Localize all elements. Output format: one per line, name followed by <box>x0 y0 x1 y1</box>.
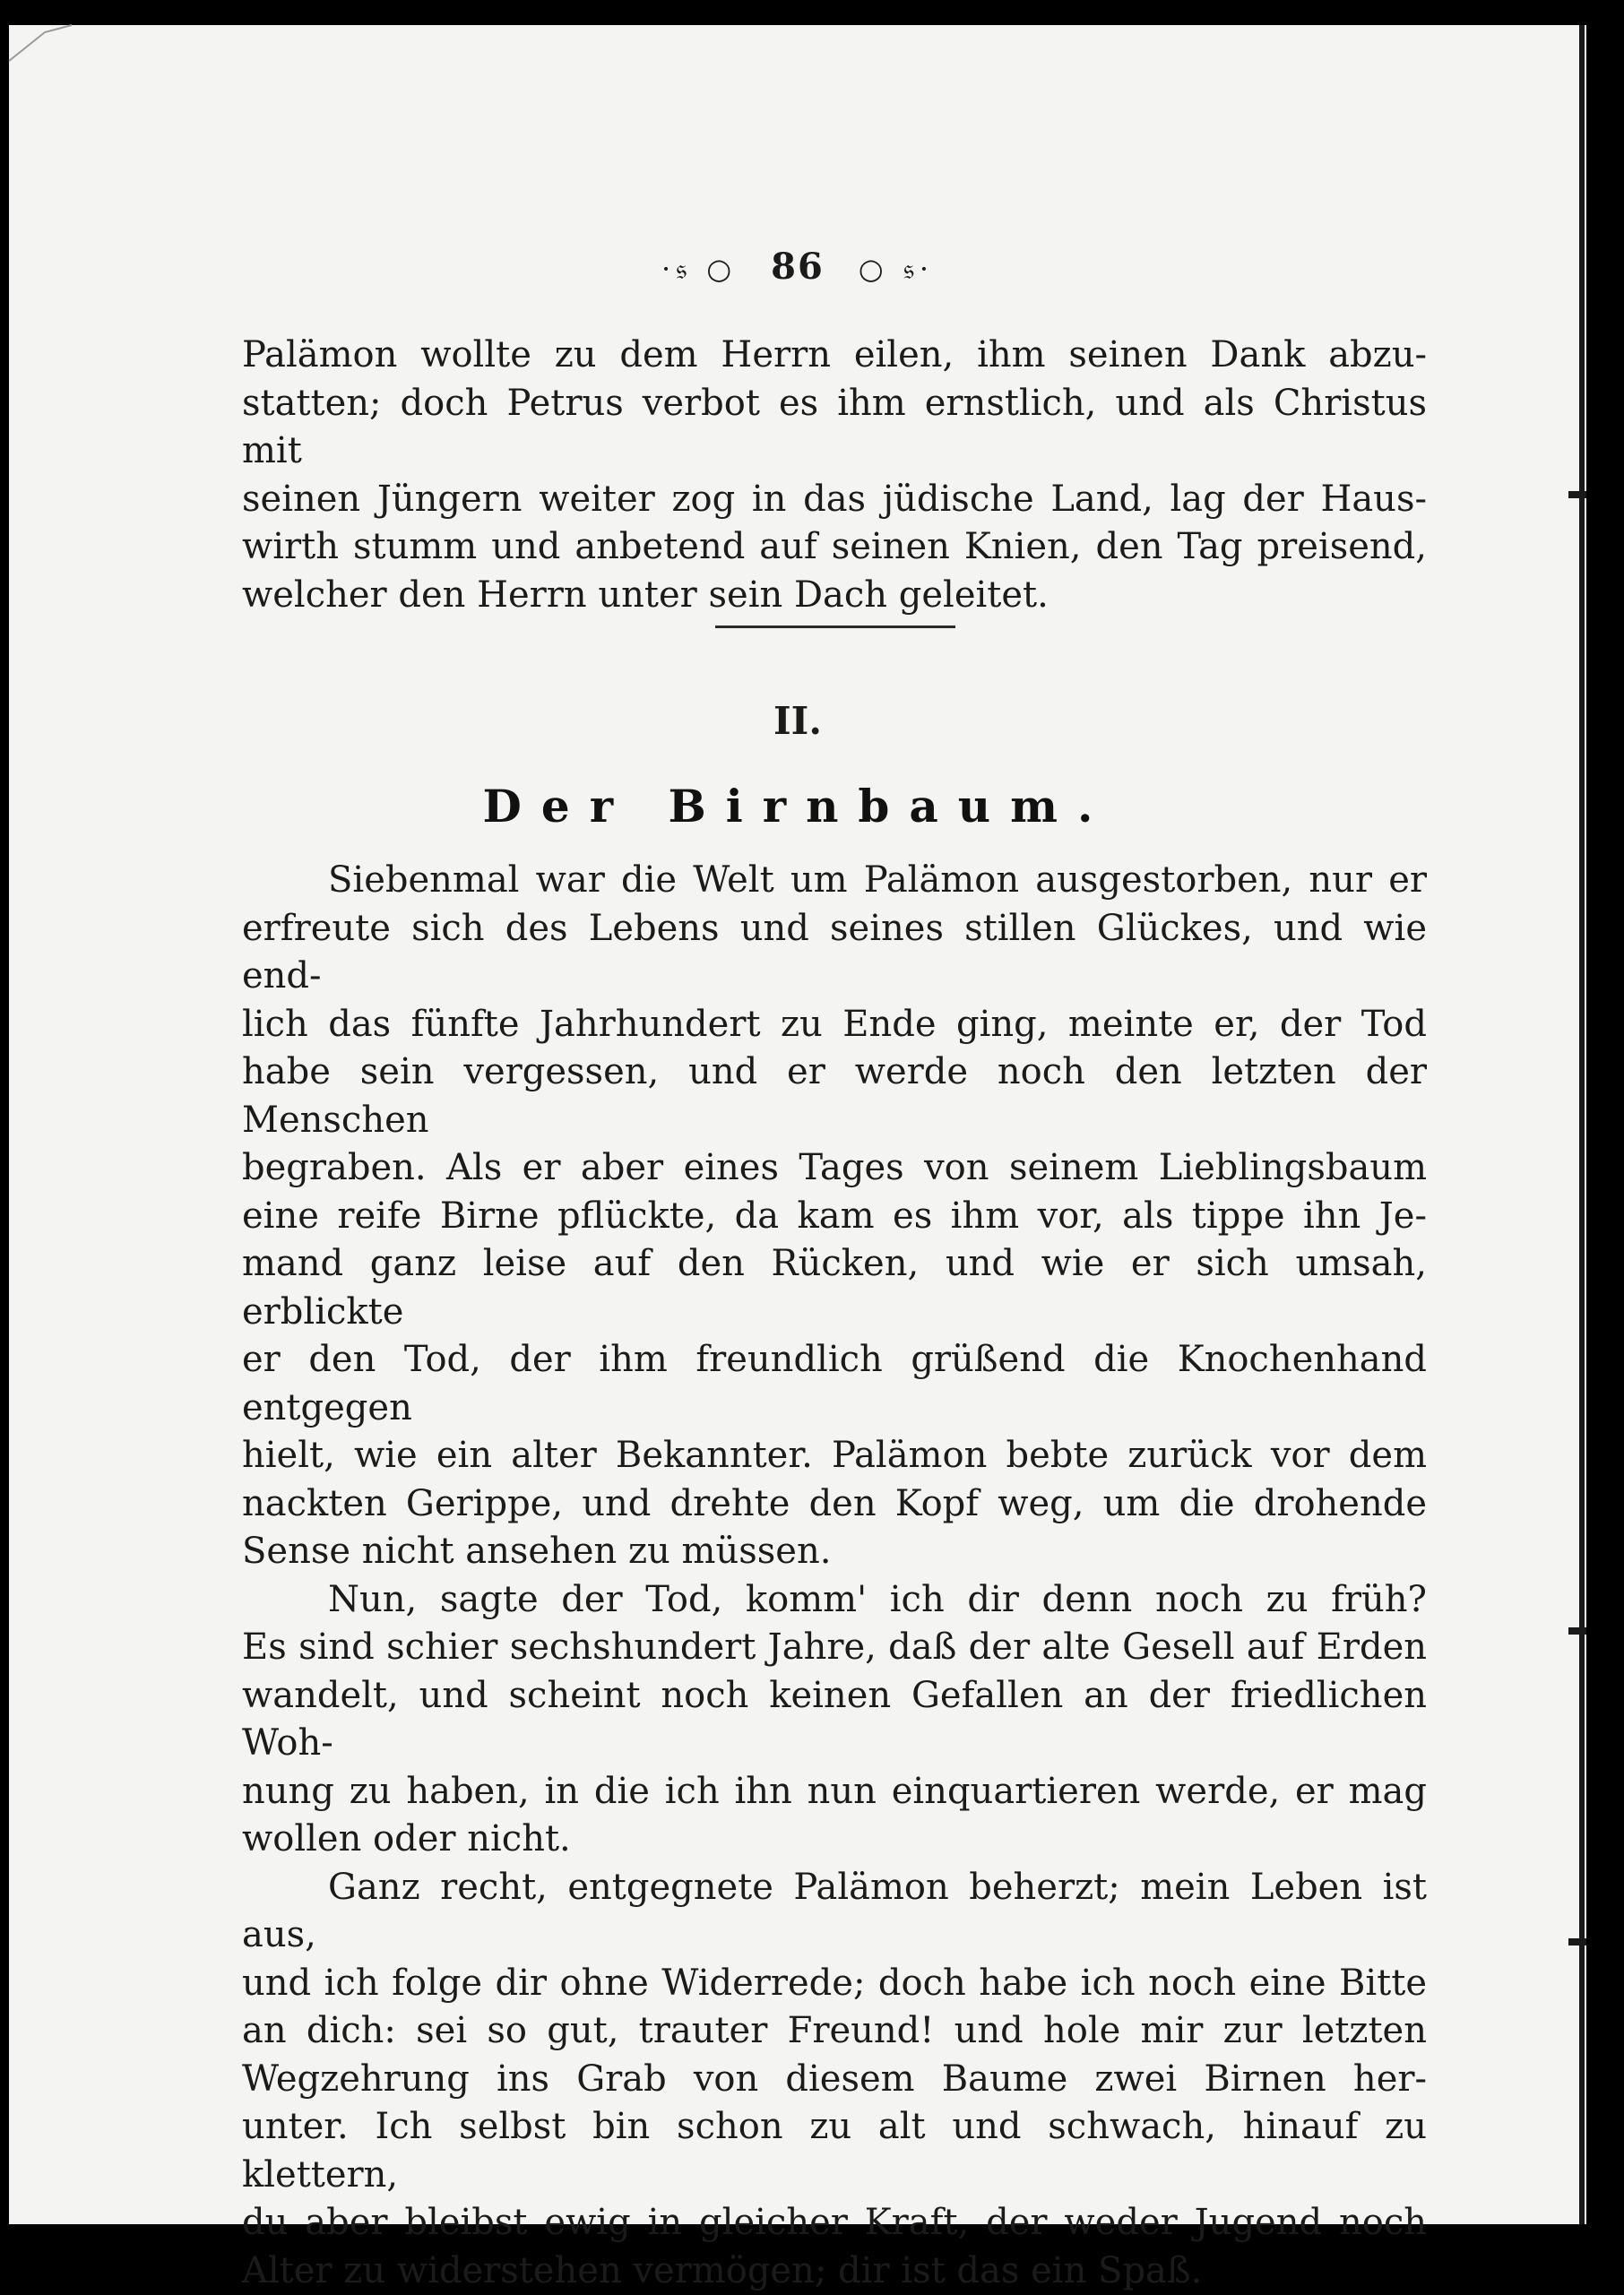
text-line: an dich: sei so gut, trauter Freund! und hole mir zur letzten <box>242 2007 1427 2056</box>
text-line: habe sein vergessen, und er werde noch den letzten der Menschen <box>242 1048 1427 1144</box>
text-line: Ganz recht, entgegnete Palämon beherzt; mein Leben ist aus, <box>242 1864 1427 1960</box>
text-line: seinen Jüngern weiter zog in das jüdische Land, lag der Haus- <box>242 476 1427 524</box>
page-corner-crease <box>9 25 90 70</box>
text-line: Sense nicht ansehen zu müssen. <box>242 1528 1427 1576</box>
text-line: mand ganz leise auf den Rücken, und wie er sich umsah, erblickte <box>242 1240 1427 1336</box>
text-line: und ich folge dir ohne Widerrede; doch habe ich noch eine Bitte <box>242 1960 1427 2008</box>
binding-tick <box>1568 1627 1586 1635</box>
text-line: wirth stumm und anbetend auf seinen Knien, den Tag preisend, <box>242 523 1427 572</box>
body-text <box>242 857 1427 2295</box>
page-header <box>9 246 1586 288</box>
page-number: 86 <box>771 246 825 288</box>
text-line: unter. Ich selbst bin schon zu alt und schwach, hinauf zu klettern, <box>242 2103 1427 2199</box>
text-line: Wegzehrung ins Grab von diesem Baume zwei Birnen her- <box>242 2056 1427 2104</box>
text-line: eine reife Birne pflückte, da kam es ihm vor, als tippe ihn Je- <box>242 1193 1427 1241</box>
binding-tick <box>1568 1938 1586 1946</box>
text-line: nackten Gerippe, und drehte den Kopf weg, um die drohende <box>242 1480 1427 1529</box>
text-line: Alter zu widerstehen vermögen; dir ist das ein Spaß. <box>242 2248 1427 2295</box>
text-line: wandelt, und scheint noch keinen Gefallen an der friedlichen Woh- <box>242 1672 1427 1768</box>
text-line: Nun, sagte der Tod, komm' ich dir denn noch zu früh? <box>242 1576 1427 1625</box>
text-line: er den Tod, der ihm freundlich grüßend die Knochenhand entgegen <box>242 1336 1427 1432</box>
section-number: II. <box>9 699 1586 743</box>
text-line: lich das fünfte Jahrhundert zu Ende ging, meinte er, der Tod <box>242 1001 1427 1049</box>
book-page <box>9 25 1586 2224</box>
top-paragraph <box>242 332 1427 619</box>
text-line: hielt, wie ein alter Bekannter. Palämon bebte zurück vor dem <box>242 1432 1427 1480</box>
text-line: begraben. Als er aber eines Tages von seinem Lieblingsbaum <box>242 1144 1427 1193</box>
text-line: Es sind schier sechshundert Jahre, daß der alte Gesell auf Erden <box>242 1624 1427 1672</box>
text-line: wollen oder nicht. <box>242 1816 1427 1864</box>
section-separator <box>715 626 955 628</box>
text-line: Siebenmal war die Welt um Palämon ausgestorben, nur er <box>242 857 1427 905</box>
text-line: nung zu haben, in die ich ihn nun einquartieren werde, er mag <box>242 1768 1427 1816</box>
header-ornament-right: ○ 𝔰· <box>859 252 934 286</box>
header-ornament-left: ·𝔰 ○ <box>661 252 737 286</box>
section-title: Der Birnbaum. <box>9 780 1586 833</box>
page-binding-edge <box>1579 25 1585 2224</box>
text-line: welcher den Herrn unter sein Dach geleitet. <box>242 572 1427 620</box>
text-line: du aber bleibst ewig in gleicher Kraft, der weder Jugend noch <box>242 2199 1427 2248</box>
text-line: statten; doch Petrus verbot es ihm ernstlich, und als Christus mit <box>242 380 1427 476</box>
text-line: erfreute sich des Lebens und seines stillen Glückes, und wie end- <box>242 905 1427 1001</box>
text-line: Palämon wollte zu dem Herrn eilen, ihm seinen Dank abzu- <box>242 332 1427 380</box>
binding-tick <box>1568 491 1586 498</box>
